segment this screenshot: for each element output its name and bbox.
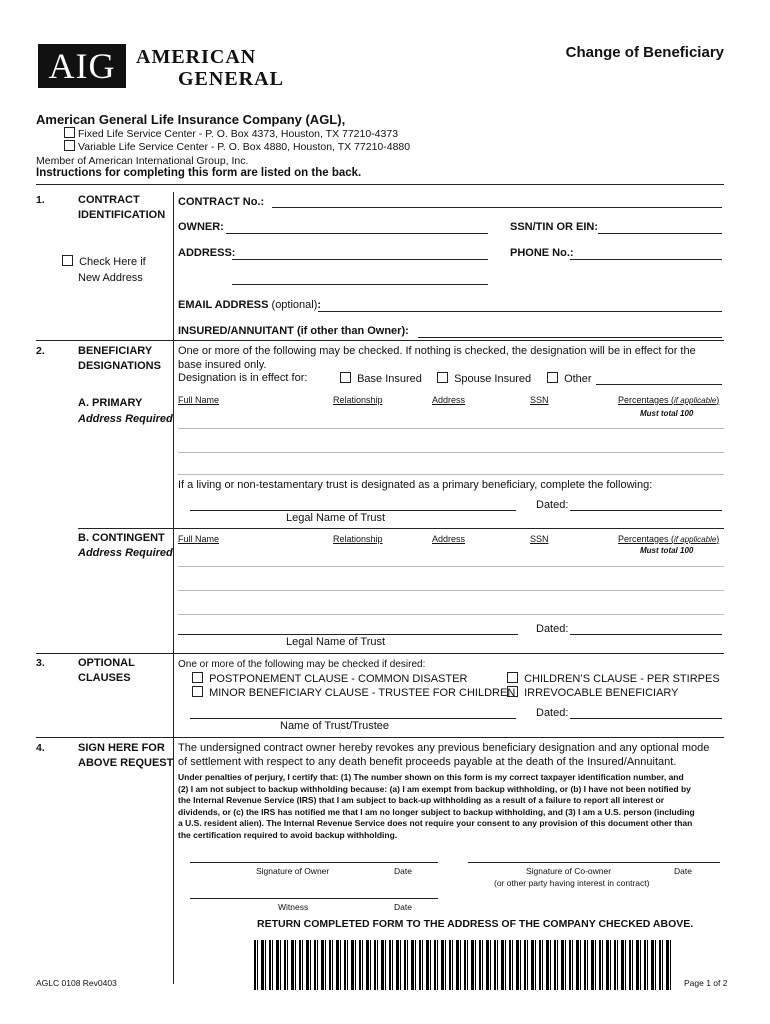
contingent-row-1[interactable] <box>178 566 724 567</box>
contract-no-label: CONTRACT No.: <box>178 196 265 208</box>
checkbox[interactable] <box>62 255 73 266</box>
trustee-label: Name of Trust/Trustee <box>280 720 390 732</box>
section-2-number: 2. <box>36 345 45 357</box>
owner-field[interactable] <box>226 233 488 234</box>
revoke-statement: The undersigned contract owner hereby revokes any previous beneficiary designation and any optional mode of settlement with respect to any death benefit proceeds payable at the death of the Insured/Annuitant. <box>178 742 710 768</box>
col-percentages: Percentages (if applicable) <box>618 395 720 405</box>
checkbox[interactable] <box>507 686 518 697</box>
other-option[interactable]: Other <box>547 372 592 385</box>
postponement-clause-option[interactable]: POSTPONEMENT CLAUSE - COMMON DISASTER <box>192 672 467 685</box>
divider <box>36 737 724 738</box>
contingent-row-2[interactable] <box>178 590 724 591</box>
owner-label: OWNER: <box>178 221 224 233</box>
ssn-label: SSN/TIN OR EIN: <box>510 221 599 233</box>
spouse-insured-option[interactable]: Spouse Insured <box>437 372 531 385</box>
fixed-center-label: Fixed Life Service Center - P. O. Box 4373, Houston, TX 77210-4373 <box>78 128 399 140</box>
primary-label: A. PRIMARY <box>78 397 143 409</box>
section-1-number: 1. <box>36 194 45 206</box>
perjury-statement: Under penalties of perjury, I certify that: (1) The number shown on this form is my correct taxpayer identification number, and (2) I am not subject to backup withholding because: (a) I am exempt from backup withholding, or (b) I have not been notified by the Internal Revenue Service (IRS) that I am subject to back-up withholding as a result of a failure to report all interest or dividends, or (c) the IRS has notified me that I am no longer subject to backup withholding, and (3) I am a U.S. person (including a U.S. resident alien). The Internal Revenue Service does not require your consent to any provision of this document other than the certification required to avoid backup withholding. <box>178 772 695 840</box>
phone-field[interactable] <box>570 259 722 260</box>
aig-logo: AIG <box>38 44 126 88</box>
variable-center-label: Variable Life Service Center - P. O. Box 4880, Houston, TX 77210-4880 <box>78 141 411 153</box>
coowner-date-label: Date <box>674 866 692 876</box>
witness-label: Witness <box>278 902 309 912</box>
other-field[interactable] <box>596 384 722 385</box>
page-number: Page 1 of 2 <box>684 978 728 988</box>
checkbox[interactable] <box>64 140 75 151</box>
trustee-name-field[interactable] <box>190 718 516 719</box>
owner-date-label: Date <box>394 866 412 876</box>
must-total-contingent: Must total 100 <box>640 546 694 555</box>
checkbox[interactable] <box>437 372 448 383</box>
phone-label: PHONE No.: <box>510 247 574 259</box>
email-label: EMAIL ADDRESS (optional): <box>178 299 322 311</box>
col-address: Address <box>432 395 466 405</box>
brand-line-2: GENERAL <box>178 68 284 90</box>
childrens-clause-option[interactable]: CHILDREN’S CLAUSE - PER STIRPES <box>507 672 720 685</box>
col-relationship: Relationship <box>333 395 383 405</box>
col-address: Address <box>432 534 466 544</box>
contingent-dated-field[interactable] <box>570 634 722 635</box>
new-address-checkbox[interactable]: Check Here if New Address <box>62 254 146 286</box>
contingent-legal-trust-label: Legal Name of Trust <box>286 636 386 648</box>
irrevocable-option[interactable]: IRREVOCABLE BENEFICIARY <box>507 686 679 699</box>
divider <box>36 340 724 341</box>
col-full-name: Full Name <box>178 534 220 544</box>
contingent-address-required: Address Required <box>78 547 173 559</box>
optional-clauses-intro: One or more of the following may be checked if desired: <box>178 659 426 670</box>
coowner-signature-field[interactable] <box>468 862 720 863</box>
form-code: AGLC 0108 Rev0403 <box>36 978 117 988</box>
barcode <box>254 940 674 990</box>
primary-row-1[interactable] <box>178 428 724 429</box>
effect-label: Designation is in effect for: <box>178 372 308 384</box>
checkbox[interactable] <box>192 672 203 683</box>
minor-beneficiary-option[interactable]: MINOR BENEFICIARY CLAUSE - TRUSTEE FOR CHILDREN <box>192 686 515 699</box>
checkbox[interactable] <box>547 372 558 383</box>
section-3-number: 3. <box>36 657 45 669</box>
primary-legal-trust-label: Legal Name of Trust <box>286 512 386 524</box>
col-relationship: Relationship <box>333 534 383 544</box>
primary-row-2[interactable] <box>178 452 724 453</box>
checkbox[interactable] <box>64 127 75 138</box>
owner-signature-label: Signature of Owner <box>256 866 330 876</box>
section-4-title: SIGN HERE FOR ABOVE REQUEST <box>78 742 174 769</box>
trust-note: If a living or non-testamentary trust is designated as a primary beneficiary, complete the following: <box>178 479 653 491</box>
contingent-row-3[interactable] <box>178 614 724 615</box>
brand-line-1: AMERICAN <box>136 46 257 68</box>
primary-trust-name-field[interactable] <box>190 510 516 511</box>
address-field-2[interactable] <box>232 284 488 285</box>
contingent-trust-name-field[interactable] <box>178 634 518 635</box>
divider <box>36 653 724 654</box>
section-1-title: CONTRACT IDENTIFICATION <box>78 194 166 221</box>
primary-address-required: Address Required <box>78 413 173 425</box>
col-ssn: SSN <box>530 534 549 544</box>
must-total-primary: Must total 100 <box>640 409 694 418</box>
form-title: Change of Beneficiary <box>565 44 724 61</box>
ssn-field[interactable] <box>598 233 722 234</box>
primary-dated-field[interactable] <box>570 510 722 511</box>
clause-dated-field[interactable] <box>570 718 722 719</box>
designation-intro: One or more of the following may be checked. If nothing is checked, the designation will be in effect for the base insured only. <box>178 345 696 371</box>
primary-dated-label: Dated: <box>536 499 569 511</box>
checkbox[interactable] <box>192 686 203 697</box>
checkbox[interactable] <box>507 672 518 683</box>
column-divider <box>173 192 174 984</box>
contract-no-field[interactable] <box>272 207 722 208</box>
member-text: Member of American International Group, Inc. <box>36 155 249 167</box>
section-4-number: 4. <box>36 742 45 754</box>
coowner-note: (or other party having interest in contract) <box>494 878 650 888</box>
contingent-label: B. CONTINGENT <box>78 532 165 544</box>
divider <box>78 528 724 529</box>
insured-label: INSURED/ANNUITANT (if other than Owner): <box>178 325 409 337</box>
checkbox[interactable] <box>340 372 351 383</box>
col-percentages: Percentages (if applicable) <box>618 534 720 544</box>
address-label: ADDRESS: <box>178 247 236 259</box>
col-ssn: SSN <box>530 395 549 405</box>
base-insured-option[interactable]: Base Insured <box>340 372 422 385</box>
contingent-dated-label: Dated: <box>536 623 569 635</box>
return-instruction: RETURN COMPLETED FORM TO THE ADDRESS OF THE COMPANY CHECKED ABOVE. <box>257 918 694 930</box>
variable-center-option[interactable] <box>64 140 410 153</box>
insured-field[interactable] <box>418 337 722 338</box>
witness-date-label: Date <box>394 902 412 912</box>
witness-signature-field[interactable] <box>190 898 438 899</box>
primary-row-3[interactable] <box>178 474 724 475</box>
company-name: American General Life Insurance Company (AGL), <box>36 112 346 127</box>
clause-dated-label: Dated: <box>536 707 569 719</box>
divider <box>36 184 724 185</box>
col-full-name: Full Name <box>178 395 220 405</box>
coowner-signature-label: Signature of Co-owner <box>526 866 612 876</box>
owner-signature-field[interactable] <box>190 862 438 863</box>
email-field[interactable] <box>318 311 722 312</box>
section-3-title: OPTIONAL CLAUSES <box>78 657 135 684</box>
address-field[interactable] <box>232 259 488 260</box>
section-2-title: BENEFICIARY DESIGNATIONS <box>78 345 161 372</box>
fixed-center-option[interactable] <box>64 127 398 140</box>
instructions-text: Instructions for completing this form are listed on the back. <box>36 167 362 179</box>
